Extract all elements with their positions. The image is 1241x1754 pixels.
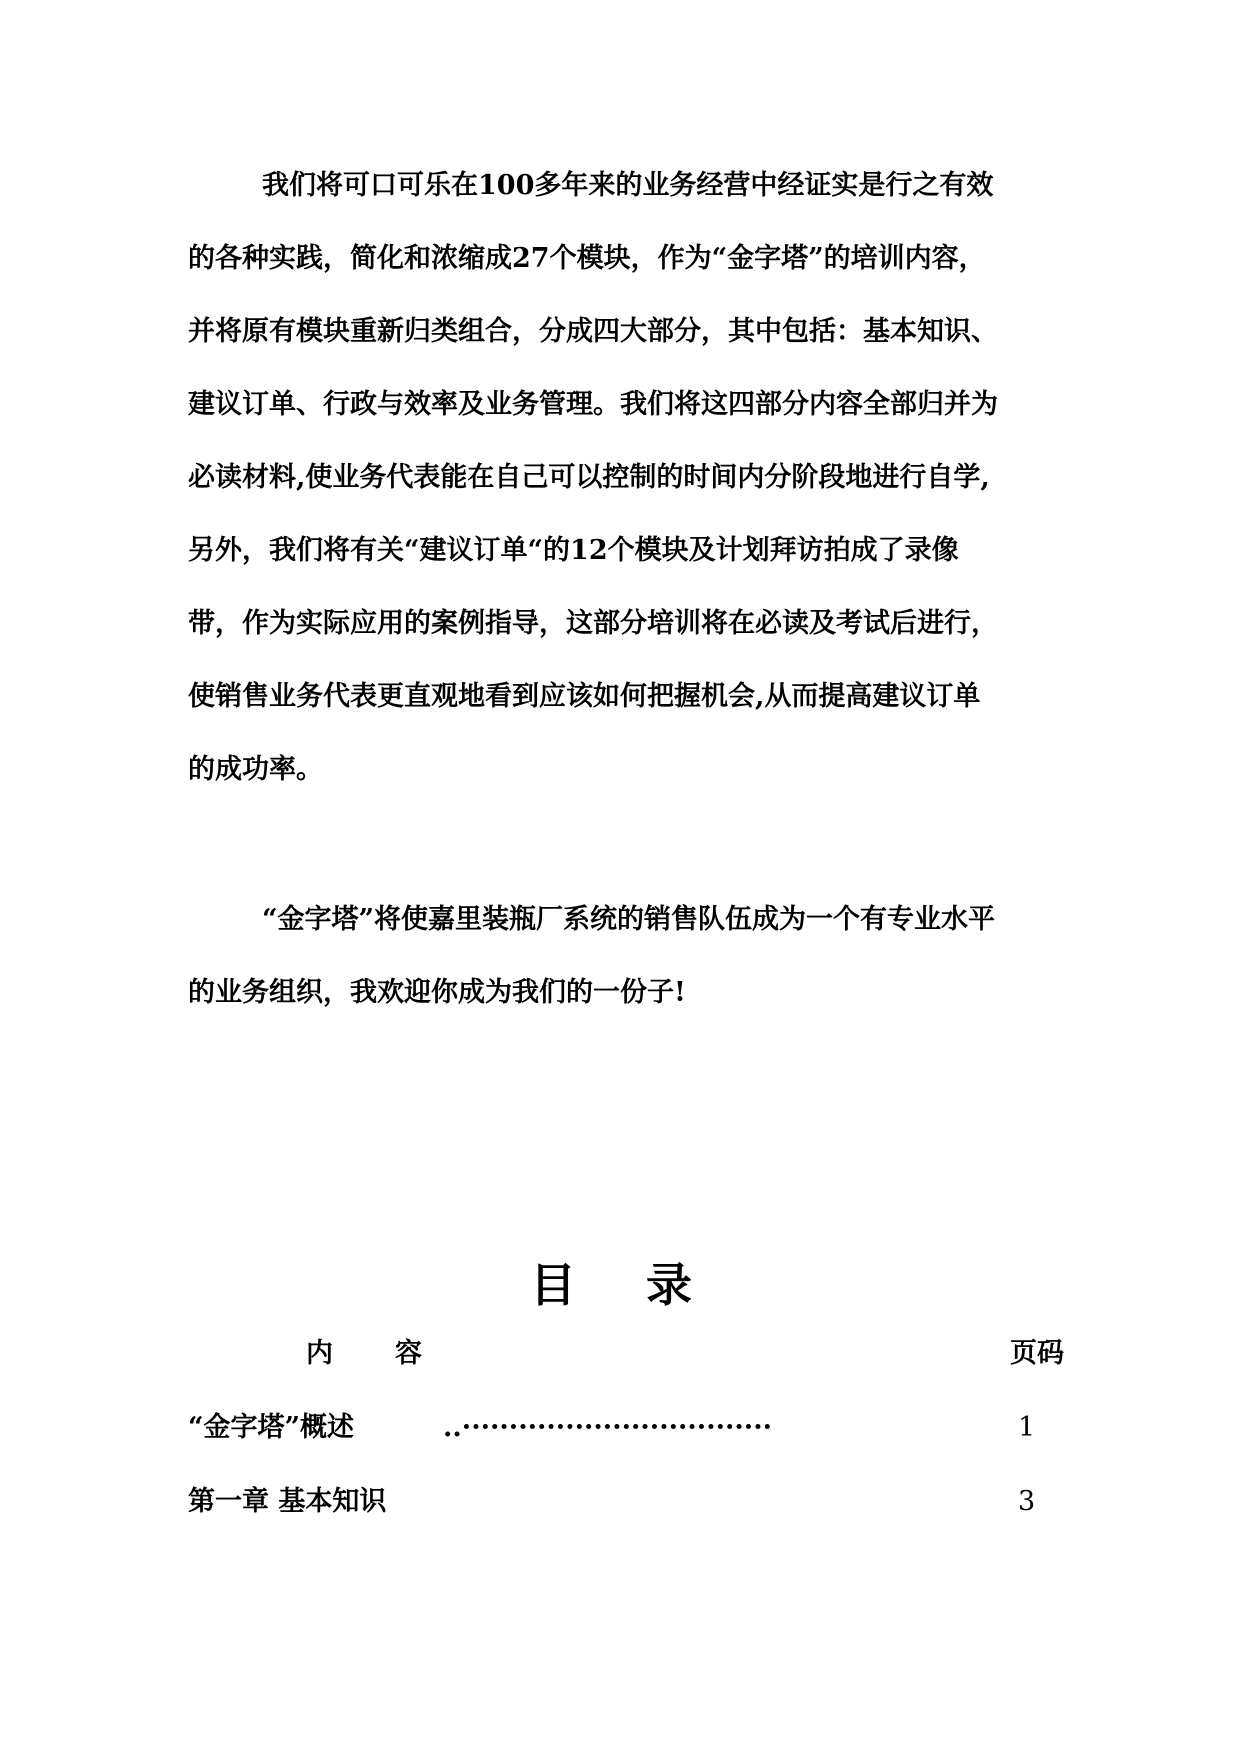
- toc-title-part-2: 录: [646, 1258, 692, 1312]
- closing-line-1: “金字塔”将使嘉里装瓶厂系统的销售队伍成为一个有专业水平: [262, 904, 996, 935]
- toc-header-content: [306, 1340, 422, 1367]
- toc-entry-label: 第一章 基本知识: [188, 1486, 387, 1517]
- toc-title-part-1: 目: [530, 1258, 576, 1312]
- toc-title: [530, 1258, 692, 1312]
- closing-line-2: 的业务组织，我欢迎你成为我们的一份子!: [188, 977, 686, 1008]
- intro-line-8: 使销售业务代表更直观地看到应该如何把握机会,从而提高建议订单: [188, 681, 981, 712]
- toc-entry-page: 3: [1018, 1486, 1036, 1517]
- toc-header-content-2: 容: [395, 1338, 422, 1369]
- intro-line-9: 的成功率。: [188, 754, 323, 785]
- intro-line-2: 的各种实践，简化和浓缩成27个模块，作为“金字塔”的培训内容，: [188, 243, 986, 274]
- toc-header-page: 页码: [1010, 1338, 1064, 1369]
- toc-entry-page: 1: [1018, 1412, 1036, 1443]
- intro-line-3: 并将原有模块重新归类组合，分成四大部分，其中包括：基本知识、: [188, 316, 998, 347]
- intro-line-4: 建议订单、行政与效率及业务管理。我们将这四部分内容全部归并为: [188, 389, 998, 420]
- toc-entry-label: “金字塔”概述: [188, 1412, 355, 1443]
- intro-line-6: 另外，我们将有关“建议订单“的12个模块及计划拜访拍成了录像: [188, 535, 959, 566]
- toc-entry-leader: ..·································: [443, 1412, 772, 1443]
- intro-line-1: 我们将可口可乐在100多年来的业务经营中经证实是行之有效: [262, 170, 994, 201]
- intro-line-7: 带，作为实际应用的案例指导，这部分培训将在必读及考试后进行，: [188, 608, 998, 639]
- toc-header-content-1: 内: [306, 1338, 333, 1369]
- intro-line-5: 必读材料,使业务代表能在自己可以控制的时间内分阶段地进行自学,: [188, 462, 990, 493]
